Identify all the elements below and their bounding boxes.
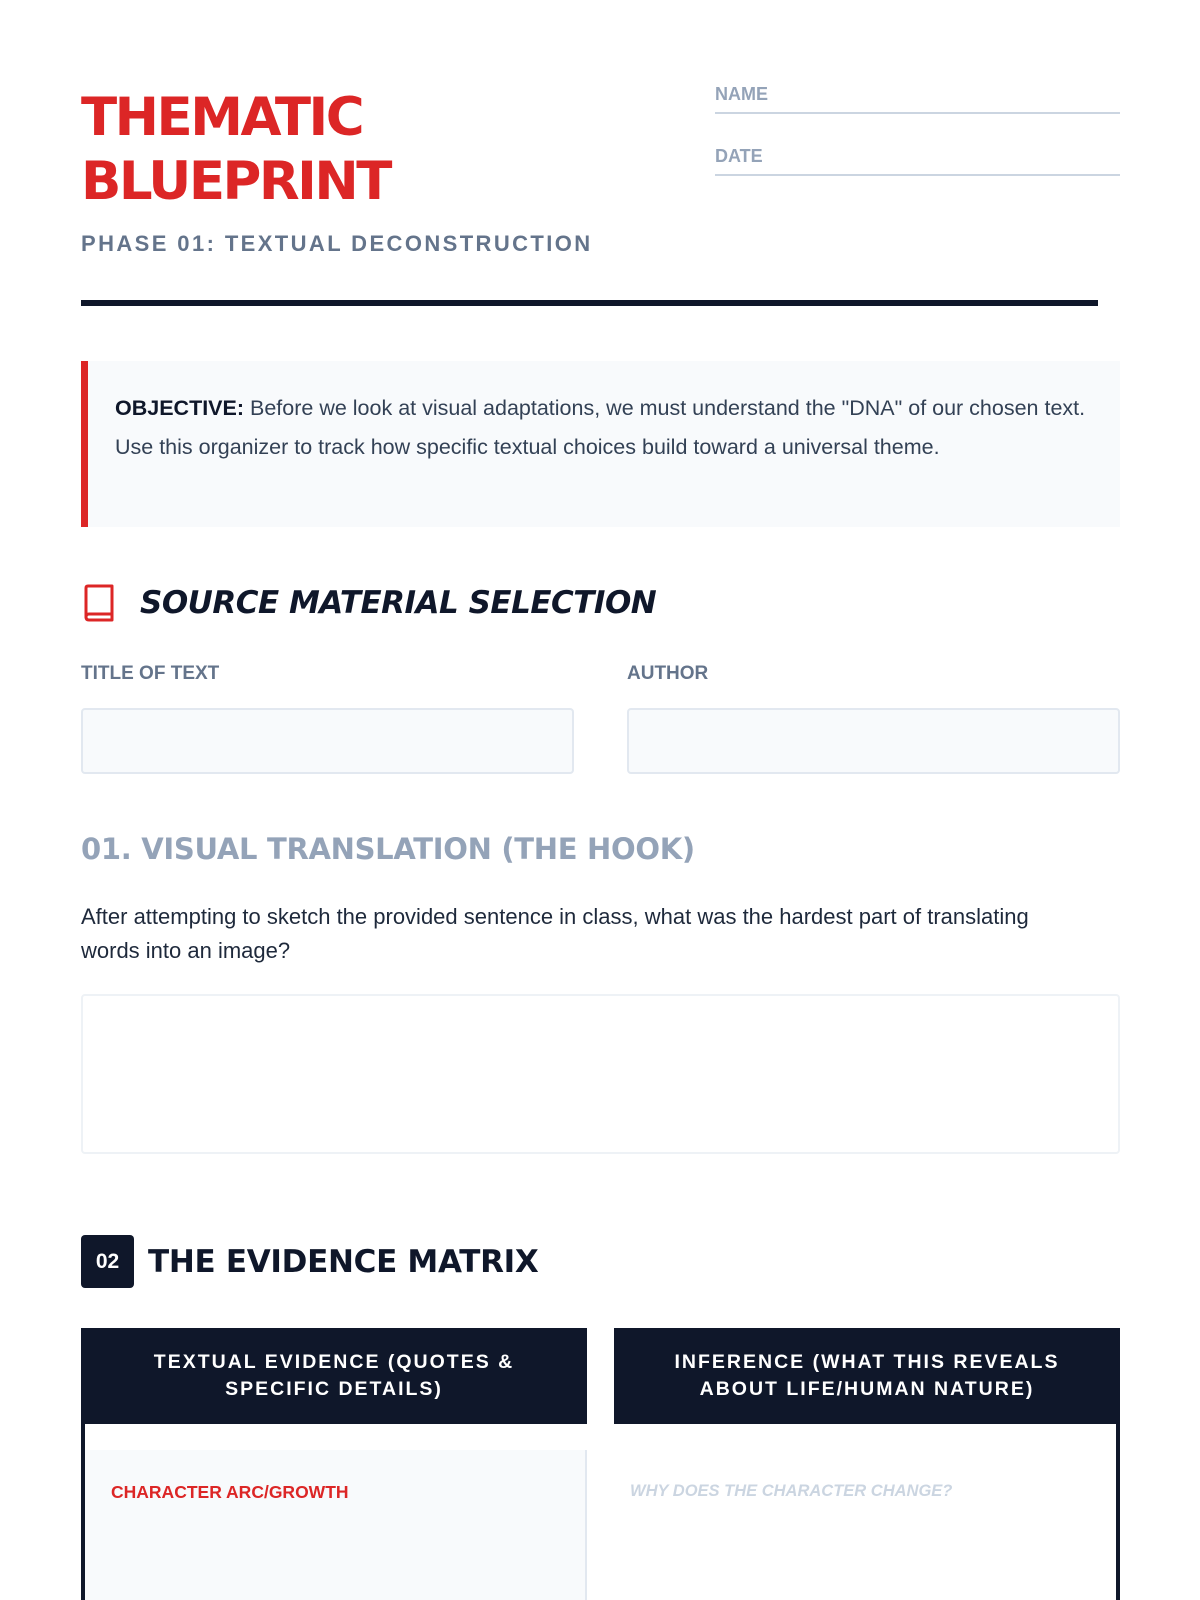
evidence-matrix-title: THE EVIDENCE MATRIX [148, 1243, 539, 1280]
table-row [81, 1424, 1120, 1600]
date-label: DATE [715, 146, 763, 166]
title-of-text-group [81, 663, 574, 774]
evidence-matrix-heading [81, 1235, 539, 1288]
author-group [627, 663, 1120, 774]
row-label-character-arc: CHARACTER ARC/GROWTH [111, 1482, 349, 1502]
author-label: AUTHOR [627, 663, 709, 684]
header-divider [81, 300, 1098, 306]
name-field[interactable] [715, 80, 1120, 114]
book-icon [81, 583, 117, 623]
title-of-text-input[interactable] [81, 708, 574, 774]
visual-translation-heading: 01. VISUAL TRANSLATION (THE HOOK) [81, 832, 695, 866]
source-material-title: SOURCE MATERIAL SELECTION [140, 585, 657, 621]
worksheet-header [81, 0, 1098, 306]
row-hint-character-change: WHY DOES THE CHARACTER CHANGE? [630, 1482, 953, 1500]
visual-translation-prompt: After attempting to sketch the provided sentence in class, what was the hardest part of translating words into an image? [81, 904, 1029, 963]
student-info-fields [715, 80, 1120, 204]
title-line-1: THEMATIC [81, 87, 363, 148]
page-title [81, 86, 390, 214]
section-number-badge: 02 [81, 1235, 134, 1288]
page-subtitle: PHASE 01: TEXTUAL DECONSTRUCTION [81, 231, 593, 256]
objective-text [115, 389, 1090, 466]
objective-body: Before we look at visual adaptations, we must understand the "DNA" of our chosen text. Use this organizer to track how specific textual choices build toward a universal theme. [115, 396, 1086, 459]
author-input[interactable] [627, 708, 1120, 774]
objective-callout [81, 361, 1120, 527]
column-header-textual-evidence: TEXTUAL EVIDENCE (QUOTES & SPECIFIC DETAILS) [81, 1328, 587, 1424]
objective-label: OBJECTIVE: [115, 396, 245, 420]
visual-translation-answer-box[interactable] [81, 994, 1120, 1154]
textual-evidence-cell[interactable] [85, 1450, 587, 1600]
inference-cell[interactable] [630, 1450, 1110, 1600]
column-header-inference: INFERENCE (WHAT THIS REVEALS ABOUT LIFE/HUMAN NATURE) [614, 1328, 1120, 1424]
title-line-2: BLUEPRINT [81, 151, 390, 212]
title-of-text-label: TITLE OF TEXT [81, 663, 220, 684]
evidence-matrix-table [81, 1328, 1120, 1600]
name-label: NAME [715, 84, 768, 104]
date-field[interactable] [715, 142, 1120, 176]
source-material-heading [81, 583, 656, 623]
